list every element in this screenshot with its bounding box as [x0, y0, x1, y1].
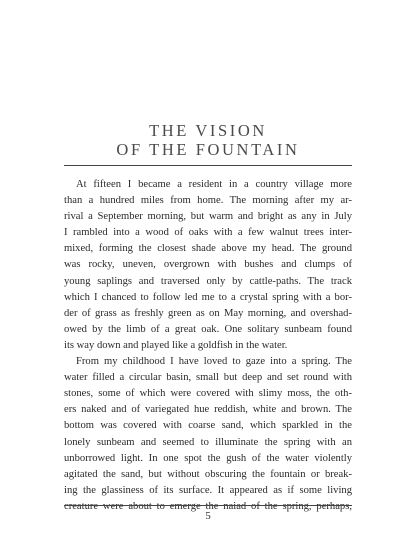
bottom-rule: [64, 505, 352, 506]
text-line: unborrowed light. In one spot the gush of the water violently: [64, 452, 352, 464]
body-text: [64, 177, 352, 515]
text-line: than a hundred miles from home. The morning after my ar-: [64, 195, 352, 207]
text-line: ers naked and of variegated hue reddish, white and brown. The: [64, 404, 352, 416]
chapter-title-line-1: THE VISION: [149, 121, 267, 140]
text-line: agitated the sand, but without obscuring the fountain or break-: [64, 468, 352, 480]
text-line: der of grass as freshly green as on May morning, and overshad-: [64, 307, 352, 319]
text-line: was rocky, uneven, overgrown with bushes and clumps of: [64, 259, 352, 271]
text-line: young saplings and traversed only by cattle-paths. The track: [64, 275, 352, 287]
text-line: owed by the limb of a great oak. One solitary sunbeam found: [64, 323, 352, 335]
text-line: ing the glassiness of its surface. It appeared as if some living: [64, 484, 352, 496]
text-line: its way down and played like a goldfish in the water.: [64, 339, 288, 351]
text-line: mixed, forming the closest shade above my head. The ground: [64, 243, 352, 255]
page-number: 5: [205, 510, 211, 522]
text-line: which I chanced to follow led me to a crystal spring with a bor-: [64, 291, 352, 303]
text-line: rival a September morning, but warm and bright as any in July: [64, 211, 352, 223]
top-rule: [64, 165, 352, 166]
text-line: creature were about to emerge the naiad of the spring, perhaps,: [64, 500, 352, 512]
text-line: At fifteen I became a resident in a country village more: [76, 179, 352, 190]
text-line: stones, some of which were covered with slimy moss, the oth-: [64, 388, 352, 400]
text-line: bottom was covered with coarse sand, which sparkled in the: [64, 420, 352, 432]
text-line: lonely sunbeam and seemed to illuminate the spring with an: [64, 436, 352, 448]
text-line: water filled a circular basin, small but deep and set round with: [64, 372, 352, 384]
text-line: I rambled into a wood of oaks with a few walnut trees inter-: [64, 227, 352, 239]
chapter-title-line-2: OF THE FOUNTAIN: [116, 140, 300, 159]
text-line: From my childhood I have loved to gaze into a spring. The: [76, 356, 352, 368]
